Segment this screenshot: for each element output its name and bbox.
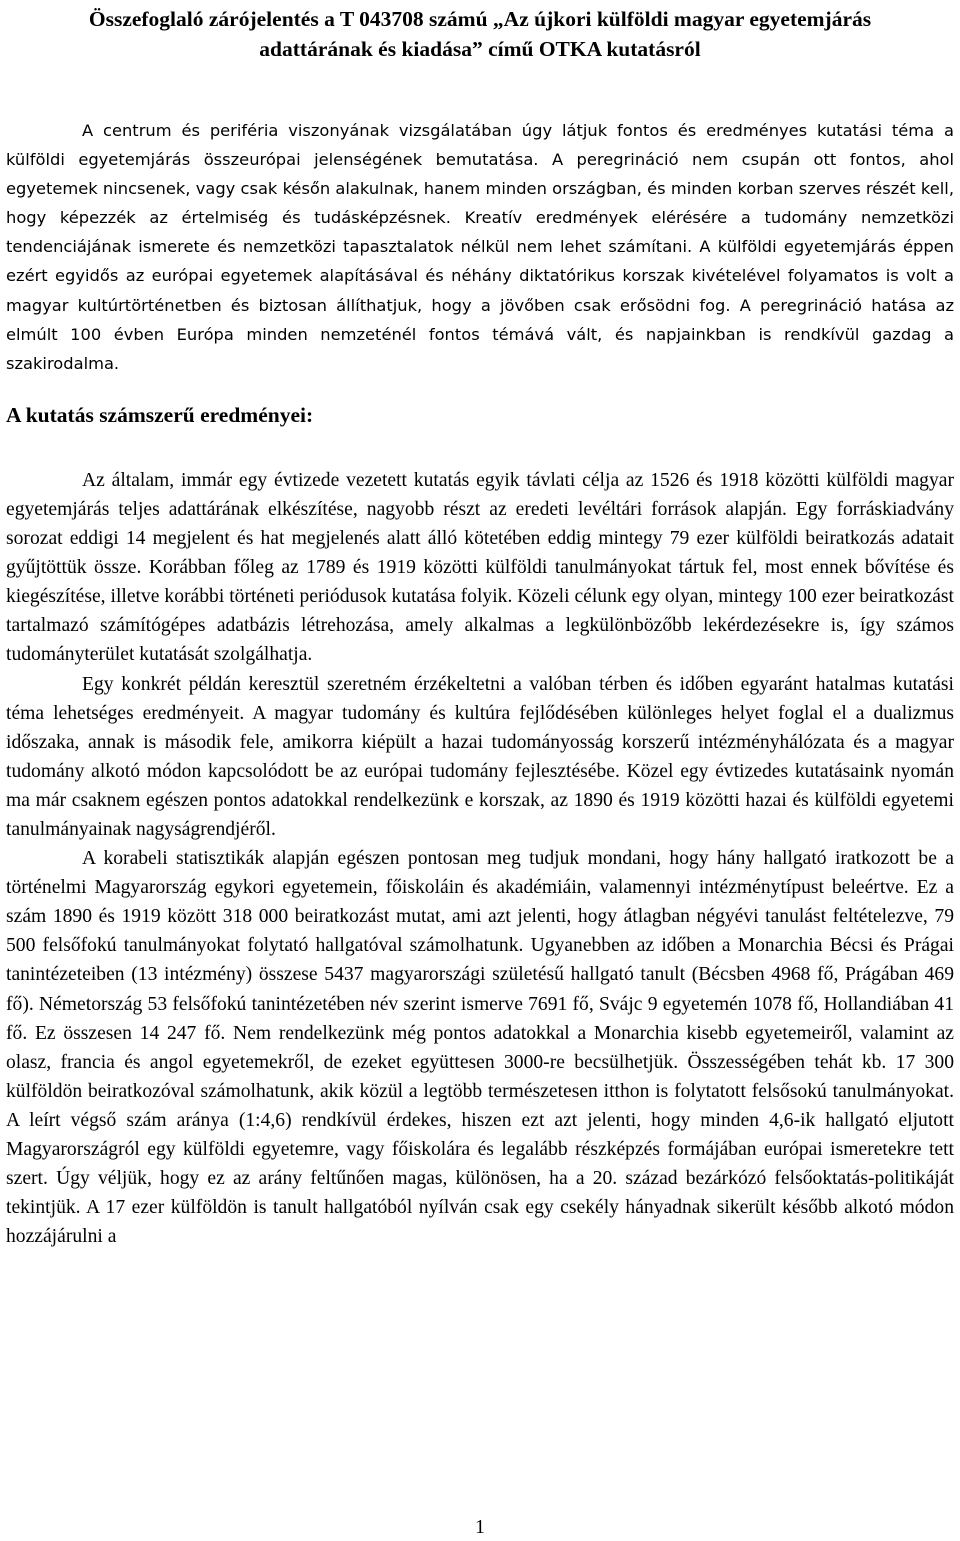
title-line-2: adattárának és kiadása” című OTKA kutatásról [259,37,701,61]
page-number: 1 [475,1517,485,1538]
document-title [6,4,954,64]
body-text [6,466,954,1252]
body-paragraph-2: Egy konkrét példán keresztül szeretném érzékeltetni a valóban térben és időben egyaránt hatalmas kutatási téma lehetséges eredményeit. A magyar tudomány és kultúra fejlődésében különleges helyet foglal el a dualizmus időszaka, annak is második fele, amikorra kiépült a hazai tudományosság korszerű intézményhálózata és a magyar tudomány alkotó módon kapcsolódott be az európai tudomány fejlesztésébe. Közel egy évtizedes kutatásaink nyomán ma már csaknem egészen pontos adatokkal rendelkezünk e korszak, az 1890 és 1919 közötti hazai és külföldi egyetemi tanulmányainak nagyságrendjéről. [6,673,954,840]
intro-paragraph: A centrum és periféria viszonyának vizsgálatában úgy látjuk fontos és eredményes kutatási téma a külföldi egyetemjárás összeurópai jelenségének bemutatása. A peregrináció nem csupán ott fontos, ahol egyetemek nincsenek, vagy csak későn alakulnak, hanem minden országban, és minden korban szerves részét kell, hogy képezzék az értelmiség és tudásképzésnek. Kreatív eredmények elérésére a tudomány nemzetközi tendenciájának ismerete és nemzetközi tapasztalatok nélkül nem lehet számítani. A külföldi egyetemjárás éppen ezért egyidős az európai egyetemek alapításával és néhány diktatórikus korszak kivételével folyamatos is volt a magyar kultúrtörténetben és biztosan állíthatjuk, hogy a jövőben csak erősödni fog. A peregrináció hatása az elmúlt 100 évben Európa minden nemzeténél fontos témává vált, és napjainkban is rendkívül gazdag a szakirodalma. [6,121,954,373]
title-line-1: Összefoglaló zárójelentés a T 043708 számú „Az újkori külföldi magyar egyetemjárás [88,7,872,31]
section-heading: A kutatás számszerű eredményei: [6,402,314,427]
body-paragraph-3: A korabeli statisztikák alapján egészen pontosan meg tudjuk mondani, hogy hány hallgató iratkozott be a történelmi Magyarország egykori egyetemein, főiskoláin és akadémiáin, valamennyi intézménytípust beleértve. Ez a szám 1890 és 1919 között 318 000 beiratkozást mutat, ami azt jelenti, hogy átlagban négyévi tanulást feltételezve, 79 500 felsőfokú tanulmányokat folytató hallgatóval számolhatunk. Ugyanebben az időben a Monarchia Bécsi és Prágai tanintézeteiben (13 intézmény) összese 5437 magyarországi születésű hallgató tanult (Bécsben 4968 fő, Prágában 469 fő). Németország 53 felsőfokú tanintézetében név szerint ismerve 7691 fő, Svájc 9 egyetemén 1078 fő, Hollandiában 41 fő. Ez összesen 14 247 fő. Nem rendelkezünk még pontos adatokkal a Monarchia kisebb egyetemeiről, valamint az olasz, francia és angol egyetemekről, de ezeket együttesen 3000-re becsülhetjük. Összességében tehát kb. 17 300 külföldön beiratkozóval számolhatunk, akik közül a legtöbb természetesen itthon is folytatott felsősokú tanulmányokat. A leírt végső szám aránya (1:4,6) rendkívül érdekes, hiszen ezt azt jelenti, hogy minden 4,6-ik hallgató eljutott Magyarországról egy külföldi egyetemre, vagy főiskolára és legalább részképzés formájában európai ismeretekre tett szert. Úgy véljük, hogy ez az arány feltűnően magas, különösen, ha a 20. század bezárkózó felsőoktatás-politikáját tekintjük. A 17 ezer külföldön is tanult hallgatóból nyílván csak egy csekély hányadnak sikerült később alkotó módon hozzájárulni a [6,848,954,1248]
body-paragraph-1: Az általam, immár egy évtizede vezetett kutatás egyik távlati célja az 1526 és 1918 közötti külföldi magyar egyetemjárás teljes adattárának elkészítése, nagyobb részt az eredeti levéltári források alapján. Egy forráskiadvány sorozat eddigi 14 megjelent és hat megjelenés alatt álló kötetében eddig mintegy 79 ezer külföldi beiratkozás adatait gyűjtöttük össze. Korábban főleg az 1789 és 1919 közötti külföldi tanulmányokat tártuk fel, most ennek bővítése és kiegészítése, illetve korábbi történeti periódusok kutatása folyik. Közeli célunk egy olyan, mintegy 100 ezer beiratkozást tartalmazó számítógépes adatbázis létrehozása, amely alkalmas a legkülönbözőbb lekérdezésekre is, így számos tudományterület kutatását szolgálhatja. [6,469,954,666]
